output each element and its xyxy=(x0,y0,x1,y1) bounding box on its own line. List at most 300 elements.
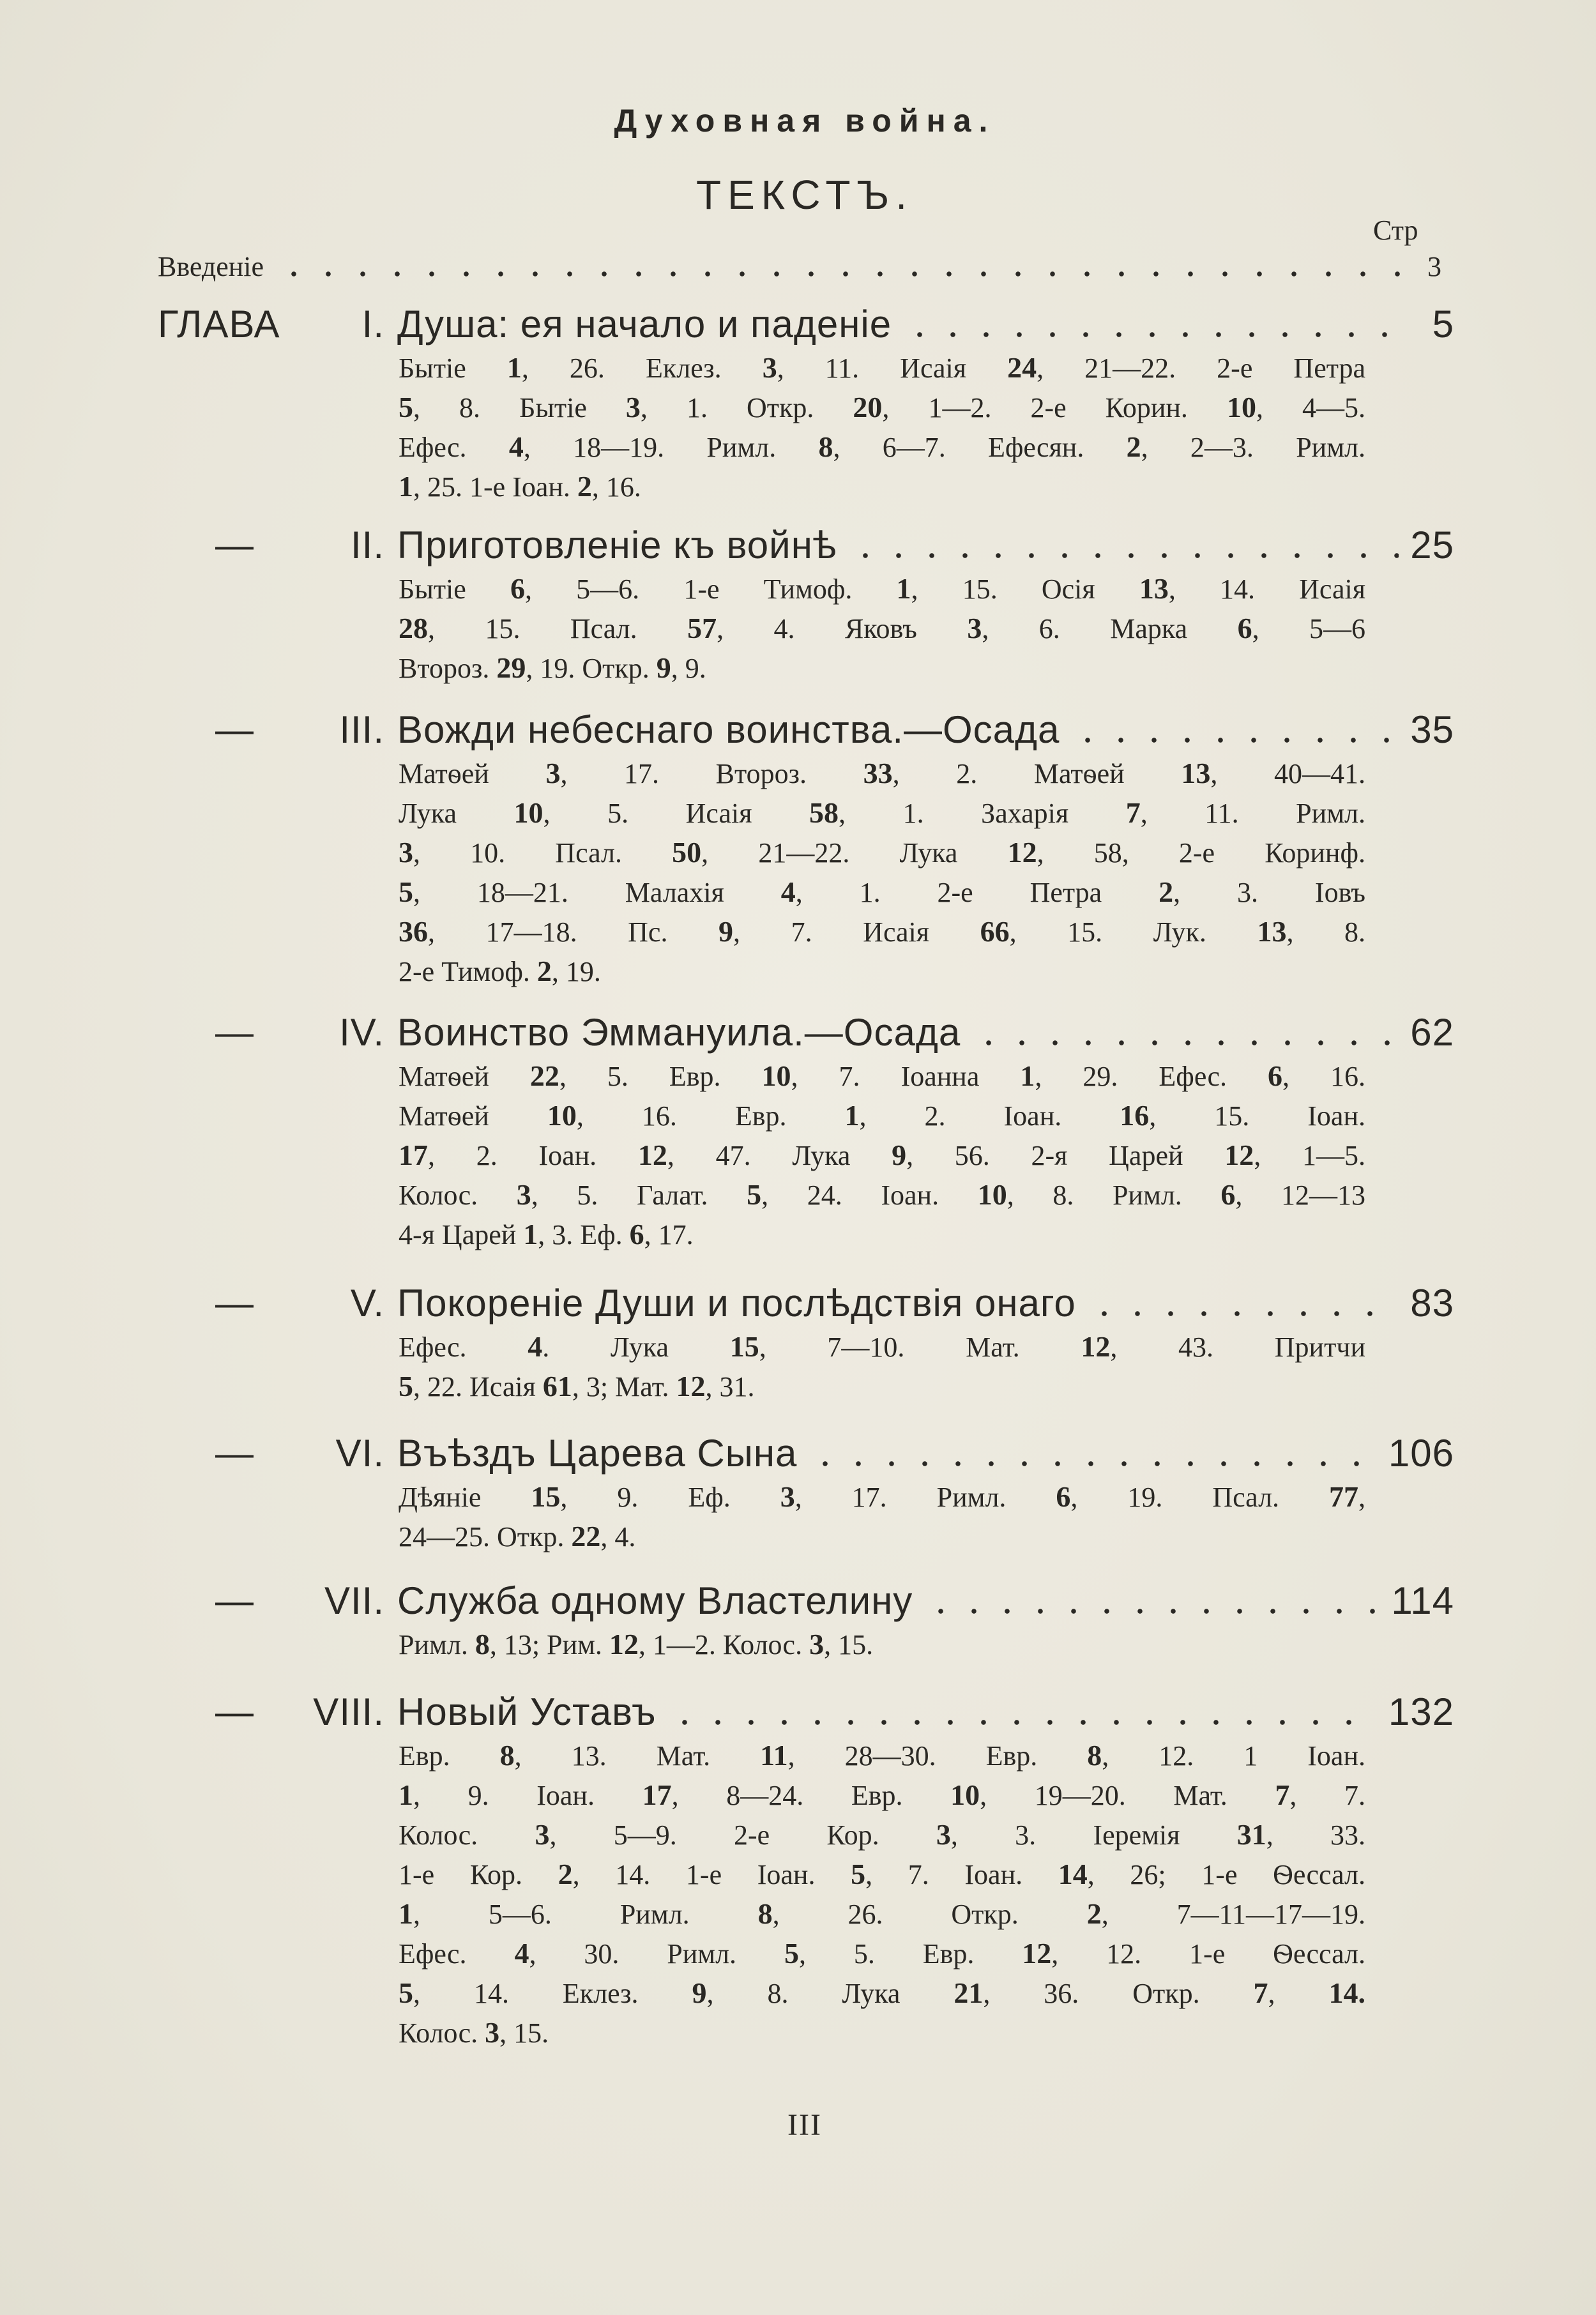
reference-text: , 1. Захарія xyxy=(839,798,1126,829)
reference-text: , 3. Еф. xyxy=(538,1219,630,1250)
reference-text: , 22. Исаія xyxy=(413,1371,543,1402)
reference-text: , 14. Исаія xyxy=(1168,573,1365,605)
reference-line xyxy=(399,1934,1365,1973)
chapter-ref-bold: 12 xyxy=(609,1628,639,1660)
chapter-ref-bold: 31 xyxy=(1236,1818,1266,1851)
reference-text: , 4—5. xyxy=(1256,392,1366,423)
chapter-ref-bold: 10 xyxy=(761,1059,791,1092)
reference-text: , 17—18. Пс. xyxy=(428,916,719,948)
reference-line xyxy=(399,609,1365,648)
chapter-word: ГЛАВА xyxy=(158,303,280,345)
reference-text: , 12. 1-е Ѳессал. xyxy=(1051,1938,1365,1970)
reference-text: Римл. xyxy=(399,1629,475,1660)
chapter-ref-bold: 3 xyxy=(535,1818,550,1851)
reference-text: , 43. Притчи xyxy=(1110,1332,1365,1363)
reference-text: , 8. xyxy=(1286,916,1366,948)
chapter-ref-bold: 20 xyxy=(853,391,883,423)
chapter-ref-bold: 10 xyxy=(977,1178,1007,1211)
reference-text: , xyxy=(1358,1482,1365,1513)
chapter-ref-bold: 4 xyxy=(528,1330,543,1363)
chapter-title: Въѣздъ Царева Сына xyxy=(397,1432,798,1475)
reference-text: , 5. Исаія xyxy=(543,798,810,829)
chapter-ref-bold: 7 xyxy=(1275,1779,1290,1811)
chapter-ref-bold: 5 xyxy=(784,1937,799,1970)
chapter-title: Покореніе Души и послѣдствія онаго xyxy=(397,1282,1076,1324)
reference-text: , 26. Откр. xyxy=(772,1899,1087,1930)
chapter-ref-bold: 3 xyxy=(967,612,982,644)
dot-leader xyxy=(1071,737,1399,743)
reference-text: , 24. Іоан. xyxy=(761,1180,978,1211)
chapter-title: Приготовленіе къ войнѣ xyxy=(397,524,837,566)
reference-line xyxy=(399,2013,1365,2053)
reference-text: , 17. Второз. xyxy=(560,758,863,789)
chapter-ref-bold: 1 xyxy=(399,470,413,503)
chapter-number: VI. xyxy=(335,1432,384,1475)
chapter-ref-bold: 24 xyxy=(1007,351,1037,384)
chapter-entry xyxy=(158,1579,1454,1664)
chapter-ref-bold: 4 xyxy=(780,876,796,908)
toc-entry-intro xyxy=(158,250,1441,283)
reference-text: , 31. xyxy=(705,1371,755,1402)
dot-leader xyxy=(903,331,1404,338)
reference-line xyxy=(399,1625,1365,1664)
chapter-entry xyxy=(158,1281,1454,1406)
reference-text: , 19. Псал. xyxy=(1070,1482,1329,1513)
reference-text: , 5—6. Римл. xyxy=(413,1899,758,1930)
chapter-ref-bold: 3 xyxy=(762,351,777,384)
chapter-ref-bold: 57 xyxy=(687,612,717,644)
reference-line xyxy=(399,872,1365,912)
chapter-ref-bold: 10 xyxy=(513,796,543,829)
chapter-ref-bold: 28 xyxy=(399,612,428,644)
chapter-entry xyxy=(158,1010,1454,1254)
chapter-page: 114 xyxy=(1391,1579,1454,1622)
chapter-ref-bold: 33 xyxy=(863,757,893,789)
reference-text: , 47. Лука xyxy=(667,1140,892,1171)
dot-leader xyxy=(924,1608,1379,1614)
chapter-ref-bold: 10 xyxy=(547,1099,577,1132)
chapter-ref-bold: 10 xyxy=(950,1779,980,1811)
chapter-ref-bold: 14 xyxy=(1058,1858,1088,1890)
chapter-page: 25 xyxy=(1410,524,1454,566)
ditto-dash: — xyxy=(215,1432,254,1475)
reference-text: , 12. 1 Іоан. xyxy=(1102,1740,1366,1772)
reference-line xyxy=(399,1367,1365,1406)
chapter-ref-bold: 10 xyxy=(1226,391,1256,423)
ditto-dash: — xyxy=(215,1282,254,1324)
reference-text: , 15. xyxy=(824,1629,874,1660)
reference-line xyxy=(399,467,1365,506)
ditto-dash: — xyxy=(215,1011,254,1054)
reference-text: , 5—6 xyxy=(1252,613,1366,644)
chapter-ref-bold: 12 xyxy=(1022,1937,1052,1970)
page-number: III xyxy=(787,2108,822,2142)
chapter-ref-bold: 6 xyxy=(1237,612,1252,644)
reference-text: , 1—2. Колос. xyxy=(638,1629,810,1660)
reference-line xyxy=(399,569,1365,609)
reference-text: , 9. Іоан. xyxy=(413,1780,642,1811)
reference-text: , 5. Евр. xyxy=(798,1938,1022,1970)
chapter-ref-bold: 5 xyxy=(747,1178,762,1211)
chapter-ref-bold: 2 xyxy=(1086,1897,1102,1930)
chapter-heading xyxy=(158,1010,1454,1056)
reference-text: , 11. Исаія xyxy=(777,353,1008,384)
chapter-ref-bold: 2 xyxy=(1159,876,1174,908)
reference-text: , 8—24. Евр. xyxy=(671,1780,951,1811)
chapter-ref-bold: 9 xyxy=(656,651,671,684)
chapter-ref-bold: 13 xyxy=(1181,757,1211,789)
dot-leader xyxy=(849,552,1399,559)
reference-line xyxy=(399,648,1365,688)
chapter-ref-bold: 9 xyxy=(718,915,734,948)
chapter-heading xyxy=(158,1281,1454,1327)
dot-leader xyxy=(972,1040,1399,1046)
reference-line xyxy=(399,912,1365,952)
chapter-ref-bold: 5 xyxy=(399,1977,413,2009)
reference-text: , 6. Марка xyxy=(982,613,1238,644)
chapter-number: I. xyxy=(361,303,384,345)
reference-text: , 21—22. 2-е Петра xyxy=(1037,353,1366,384)
chapter-ref-bold: 12 xyxy=(1224,1139,1254,1171)
reference-line xyxy=(399,1215,1365,1254)
chapter-ref-bold: 3 xyxy=(780,1480,795,1513)
chapter-ref-bold: 4 xyxy=(508,430,524,463)
chapter-ref-bold: 4 xyxy=(514,1937,529,1970)
book-title: Духовная война. xyxy=(614,103,996,139)
reference-text: , 19. xyxy=(551,956,601,987)
scripture-references xyxy=(399,1625,1365,1664)
chapter-ref-bold: 1 xyxy=(844,1099,860,1132)
reference-text: , 5. Евр. xyxy=(559,1061,762,1092)
dot-leader xyxy=(809,1461,1377,1467)
chapter-number: VIII. xyxy=(313,1690,384,1733)
chapter-ref-bold: 13 xyxy=(1139,572,1169,605)
chapter-ref-bold: 5 xyxy=(399,391,413,423)
reference-text: , 9. Еф. xyxy=(560,1482,780,1513)
reference-text: Колос. xyxy=(399,1180,517,1211)
reference-text: , 2. Іоан. xyxy=(859,1100,1120,1132)
reference-text: Бытіе xyxy=(399,573,510,605)
chapter-ref-bold: 36 xyxy=(399,915,428,948)
chapter-ref-bold: 3 xyxy=(516,1178,531,1211)
reference-text: , 1—5. xyxy=(1254,1140,1365,1171)
reference-text: , 30. Римл. xyxy=(529,1938,784,1970)
chapter-number: VII. xyxy=(324,1579,384,1622)
reference-text: , 36. Откр. xyxy=(983,1978,1254,2009)
chapter-ref-bold: 13 xyxy=(1257,915,1287,948)
reference-text: , 5—9. 2-е Кор. xyxy=(549,1819,936,1851)
reference-text: , 15. Осія xyxy=(911,573,1139,605)
reference-line xyxy=(399,1855,1365,1894)
reference-text: , 3. Іовъ xyxy=(1173,877,1365,908)
chapter-ref-bold: 77 xyxy=(1329,1480,1358,1513)
reference-text: , 19—20. Мат. xyxy=(980,1780,1275,1811)
chapter-ref-bold: 1 xyxy=(523,1218,538,1250)
chapter-ref-bold: 1 xyxy=(399,1897,413,1930)
intro-page: 3 xyxy=(1427,251,1441,282)
reference-text: , 8. Римл. xyxy=(1007,1180,1221,1211)
chapter-page: 5 xyxy=(1432,303,1454,345)
reference-text: , 33. xyxy=(1266,1819,1365,1851)
chapter-ref-bold: 9 xyxy=(692,1977,707,2009)
chapter-page: 62 xyxy=(1410,1011,1454,1054)
reference-line xyxy=(399,1973,1365,2013)
chapter-ref-bold: 3 xyxy=(399,836,413,869)
reference-text: Ефес. xyxy=(399,1332,528,1363)
dot-leader xyxy=(277,271,1415,277)
chapter-entry xyxy=(158,523,1454,688)
reference-text: 1-е Кор. xyxy=(399,1859,558,1890)
reference-text: , 15. xyxy=(499,2017,549,2049)
chapter-heading xyxy=(158,1690,1454,1736)
reference-text: , 15. Іоан. xyxy=(1149,1100,1365,1132)
ditto-dash: — xyxy=(215,1690,254,1733)
reference-text: , 29. Ефес. xyxy=(1035,1061,1268,1092)
reference-text: Второз. xyxy=(399,653,497,684)
reference-line xyxy=(399,1894,1365,1934)
reference-text: , 18—21. Малахія xyxy=(413,877,781,908)
reference-line xyxy=(399,1327,1365,1367)
chapter-number: V. xyxy=(350,1282,384,1324)
reference-text: Дѣяніе xyxy=(399,1482,531,1513)
chapter-ref-bold: 1 xyxy=(399,1779,413,1811)
reference-text: , 16. xyxy=(1282,1061,1366,1092)
reference-text: Колос. xyxy=(399,2017,485,2049)
reference-text: , 16. xyxy=(591,471,641,503)
reference-text: Матѳей xyxy=(399,1100,547,1132)
reference-text: , 56. 2-я Царей xyxy=(906,1140,1225,1171)
reference-text: Евр. xyxy=(399,1740,500,1772)
chapter-ref-bold: 8 xyxy=(818,430,833,463)
chapter-ref-bold: 8 xyxy=(1087,1739,1102,1772)
chapter-page: 83 xyxy=(1410,1282,1454,1324)
reference-text: , 40—41. xyxy=(1210,758,1365,789)
page-column-label: Стр xyxy=(1373,215,1418,246)
chapter-page: 35 xyxy=(1410,708,1454,751)
chapter-ref-bold: 3 xyxy=(485,2016,500,2049)
ditto-dash: — xyxy=(215,708,254,751)
reference-line xyxy=(399,427,1365,467)
chapter-ref-bold: 12 xyxy=(637,1139,667,1171)
reference-text: , 58, 2-е Коринф. xyxy=(1037,837,1365,869)
chapter-entry xyxy=(158,1690,1454,2053)
chapter-number: IV. xyxy=(339,1011,384,1054)
reference-text: Лука xyxy=(399,798,514,829)
ditto-dash: — xyxy=(215,1579,254,1622)
reference-text: 24—25. Откр. xyxy=(399,1521,572,1552)
reference-text: , 11. Римл. xyxy=(1140,798,1365,829)
reference-line xyxy=(399,1775,1365,1815)
chapter-ref-bold: 12 xyxy=(1081,1330,1111,1363)
reference-text: , 2. Іоан. xyxy=(428,1140,638,1171)
scripture-references xyxy=(399,1056,1365,1254)
reference-line xyxy=(399,1135,1365,1175)
chapter-ref-bold: 58 xyxy=(809,796,839,829)
scripture-references xyxy=(399,348,1365,506)
section-title: ТЕКСТЪ. xyxy=(696,172,913,218)
reference-text: , 3; Мат. xyxy=(572,1371,676,1402)
reference-text: , 15. Лук. xyxy=(1009,916,1258,948)
chapter-heading xyxy=(158,708,1454,754)
reference-text: , 9. xyxy=(671,653,706,684)
ditto-dash: — xyxy=(215,524,254,566)
reference-text: . Лука xyxy=(542,1332,730,1363)
reference-text: , 19. Откр. xyxy=(526,653,657,684)
chapter-page: 132 xyxy=(1388,1690,1454,1733)
scripture-references xyxy=(399,1327,1365,1406)
chapter-title: Служба одному Властелину xyxy=(397,1579,913,1622)
reference-text: , 8. Лука xyxy=(706,1978,954,2009)
reference-text: , 14. Еклез. xyxy=(413,1978,692,2009)
chapter-ref-bold: 2 xyxy=(577,470,592,503)
chapter-ref-bold: 6 xyxy=(1056,1480,1071,1513)
reference-text: , 28—30. Евр. xyxy=(787,1740,1088,1772)
reference-text: , 16. Евр. xyxy=(576,1100,845,1132)
chapter-ref-bold: 8 xyxy=(475,1628,490,1660)
chapter-number: III. xyxy=(339,708,384,751)
chapter-title: Вожди небеснаго воинства.—Осада xyxy=(397,708,1060,751)
reference-text: Ефес. xyxy=(399,432,509,463)
reference-text: , 17. Римл. xyxy=(794,1482,1056,1513)
chapter-ref-bold: 22 xyxy=(529,1059,559,1092)
reference-text: 2-е Тимоф. xyxy=(399,956,537,987)
dot-leader xyxy=(668,1719,1377,1726)
reference-text: , 26; 1-е Ѳессал. xyxy=(1087,1859,1365,1890)
chapter-ref-bold: 15 xyxy=(531,1480,561,1513)
chapter-ref-bold: 66 xyxy=(980,915,1010,948)
reference-text: , 12—13 xyxy=(1235,1180,1366,1211)
reference-text: , 13; Рим. xyxy=(489,1629,609,1660)
reference-line xyxy=(399,754,1365,793)
reference-text: , xyxy=(1268,1978,1329,2009)
reference-text: , 18—19. Римл. xyxy=(523,432,819,463)
scripture-references xyxy=(399,1477,1365,1556)
chapter-ref-bold: 2 xyxy=(558,1858,573,1890)
reference-text: , 3. Іеремія xyxy=(950,1819,1237,1851)
chapter-title: Душа: ея начало и паденіе xyxy=(397,303,892,345)
reference-text: , 26. Еклез. xyxy=(521,353,763,384)
chapter-number: II. xyxy=(350,524,384,566)
reference-line xyxy=(399,388,1365,427)
reference-line xyxy=(399,1096,1365,1135)
reference-line xyxy=(399,1175,1365,1215)
reference-text: , 1. 2-е Петра xyxy=(795,877,1159,908)
chapter-ref-bold: 8 xyxy=(499,1739,515,1772)
reference-text: Ефес. xyxy=(399,1938,515,1970)
chapter-ref-bold: 17 xyxy=(399,1139,428,1171)
chapter-ref-bold: 6 xyxy=(1220,1178,1236,1211)
intro-label: Введеніе xyxy=(158,251,264,282)
chapter-ref-bold: 3 xyxy=(809,1628,825,1660)
chapter-ref-bold: 29 xyxy=(496,651,526,684)
chapter-heading xyxy=(158,1431,1454,1477)
chapter-ref-bold: 61 xyxy=(542,1370,572,1402)
dot-leader xyxy=(1088,1310,1399,1317)
reference-text: , 7—10. Мат. xyxy=(759,1332,1081,1363)
scripture-references xyxy=(399,754,1365,991)
reference-text: , 6—7. Ефесян. xyxy=(833,432,1127,463)
chapter-heading xyxy=(158,1579,1454,1625)
chapter-ref-bold: 6 xyxy=(1268,1059,1282,1092)
chapter-title: Новый Уставъ xyxy=(397,1690,657,1733)
reference-text: , 1—2. 2-е Корин. xyxy=(882,392,1227,423)
reference-text: , 7. xyxy=(1289,1780,1366,1811)
reference-text: Матѳей xyxy=(399,758,546,789)
reference-text: , 17. xyxy=(644,1219,694,1250)
reference-text: , 7. Іоанна xyxy=(791,1061,1021,1092)
reference-text: Бытіе xyxy=(399,353,507,384)
chapter-ref-bold: 3 xyxy=(545,757,561,789)
chapter-ref-bold: 9 xyxy=(892,1139,907,1171)
reference-text: , 4. Яковъ xyxy=(717,613,968,644)
chapter-ref-bold: 5 xyxy=(399,876,413,908)
chapter-ref-bold: 15 xyxy=(729,1330,759,1363)
reference-text: , 7. Іоан. xyxy=(865,1859,1058,1890)
reference-text: 4-я Царей xyxy=(399,1219,524,1250)
reference-text: Колос. xyxy=(399,1819,535,1851)
chapter-ref-bold: 16 xyxy=(1120,1099,1150,1132)
chapter-title: Воинство Эммануила.—Осада xyxy=(397,1011,961,1054)
reference-text: , 14. 1-е Іоан. xyxy=(572,1859,851,1890)
chapter-ref-bold: 6 xyxy=(629,1218,644,1250)
reference-text: , 5. Галат. xyxy=(531,1180,747,1211)
reference-text: , 5—6. 1-е Тимоф. xyxy=(524,573,897,605)
reference-line xyxy=(399,1517,1365,1556)
chapter-ref-bold: 17 xyxy=(642,1779,672,1811)
reference-text: , 25. 1-е Іоан. xyxy=(413,471,577,503)
chapter-heading xyxy=(158,302,1454,348)
reference-line xyxy=(399,1736,1365,1775)
chapter-ref-bold: 7 xyxy=(1253,1977,1268,2009)
reference-text: Матѳей xyxy=(399,1061,530,1092)
chapter-ref-bold: 2 xyxy=(536,955,552,987)
chapter-ref-bold: 3 xyxy=(936,1818,951,1851)
chapter-entry xyxy=(158,1431,1454,1556)
reference-text: , 7. Исаія xyxy=(733,916,980,948)
chapter-ref-bold: 1 xyxy=(896,572,911,605)
chapter-entry xyxy=(158,302,1454,506)
reference-text: , 1. Откр. xyxy=(640,392,853,423)
reference-text: , 2—3. Римл. xyxy=(1141,432,1366,463)
reference-line xyxy=(399,793,1365,833)
reference-line xyxy=(399,348,1365,388)
reference-line xyxy=(399,1477,1365,1517)
scripture-references xyxy=(399,569,1365,688)
chapter-ref-bold: 1 xyxy=(1020,1059,1035,1092)
chapter-ref-bold: 50 xyxy=(672,836,702,869)
chapter-ref-bold: 22 xyxy=(571,1520,601,1552)
reference-text: , 2. Матѳей xyxy=(892,758,1182,789)
reference-text: , 15. Псал. xyxy=(428,613,688,644)
chapter-ref-bold: 1 xyxy=(506,351,522,384)
chapter-page: 106 xyxy=(1388,1432,1454,1475)
reference-line xyxy=(399,952,1365,991)
chapter-ref-bold: 14. xyxy=(1328,1977,1365,2009)
chapter-ref-bold: 8 xyxy=(757,1897,773,1930)
chapter-ref-bold: 21 xyxy=(954,1977,984,2009)
reference-line xyxy=(399,1056,1365,1096)
reference-text: , 8. Бытіе xyxy=(413,392,626,423)
chapter-ref-bold: 12 xyxy=(1007,836,1037,869)
reference-text: , 4. xyxy=(600,1521,636,1552)
reference-text: , 21—22. Лука xyxy=(701,837,1008,869)
reference-line xyxy=(399,833,1365,872)
chapter-ref-bold: 5 xyxy=(399,1370,413,1402)
chapter-ref-bold: 6 xyxy=(510,572,525,605)
reference-text: , 13. Мат. xyxy=(514,1740,761,1772)
reference-text: , 10. Псал. xyxy=(413,837,673,869)
chapter-ref-bold: 7 xyxy=(1125,796,1141,829)
